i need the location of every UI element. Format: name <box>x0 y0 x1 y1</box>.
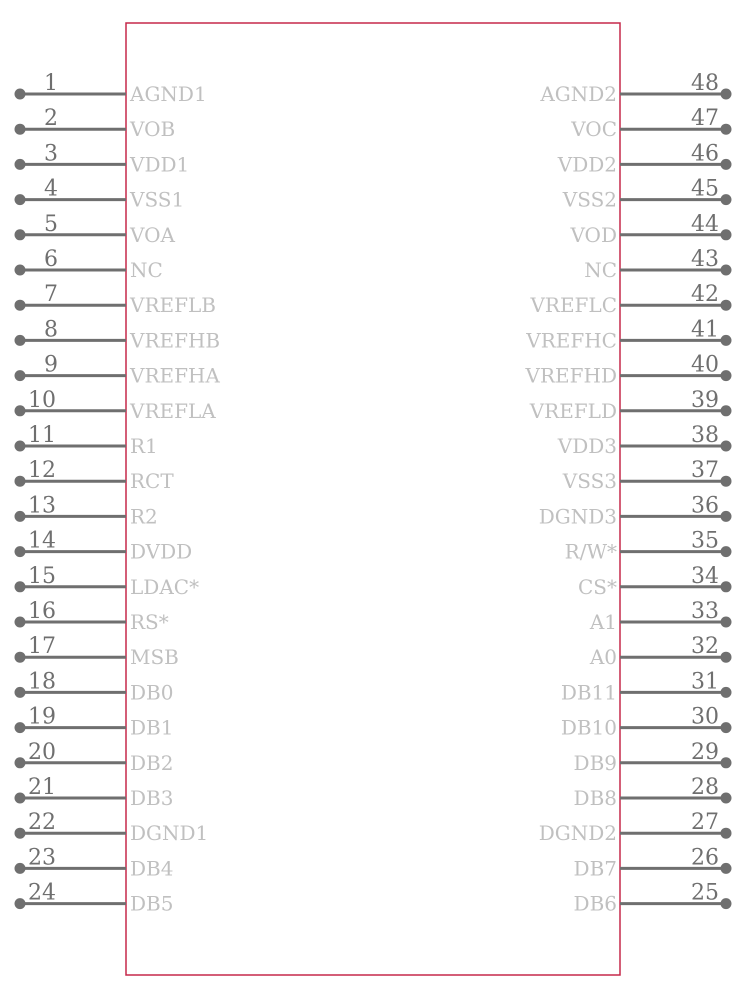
pin-name: DGND2 <box>538 821 617 846</box>
pin-7 <box>15 282 216 317</box>
pin-number: 9 <box>44 352 58 378</box>
pin-39 <box>529 388 732 423</box>
pin-name: DVDD <box>130 539 193 564</box>
pin-47 <box>570 106 731 141</box>
pin-name: VREFLA <box>130 398 216 423</box>
pin-endpoint-dot[interactable] <box>721 159 732 170</box>
pin-name: DB11 <box>560 680 617 705</box>
pin-name: DB8 <box>573 786 617 810</box>
pin-endpoint-dot[interactable] <box>721 229 732 240</box>
pin-number: 46 <box>691 141 719 167</box>
pin-1 <box>15 71 207 106</box>
pin-name: AGND1 <box>130 82 207 106</box>
pin-number: 14 <box>28 528 56 554</box>
pin-21 <box>15 775 174 810</box>
pin-name: DB7 <box>573 856 617 881</box>
pin-22 <box>15 810 209 845</box>
pin-number: 43 <box>691 247 719 272</box>
pin-endpoint-dot[interactable] <box>15 828 26 839</box>
pin-number: 47 <box>691 106 719 132</box>
pin-29 <box>574 740 732 775</box>
pin-3 <box>15 141 190 176</box>
pin-15 <box>15 564 200 599</box>
right-pin-group <box>525 71 732 916</box>
pin-name: DB10 <box>560 715 617 740</box>
pin-endpoint-dot[interactable] <box>15 546 26 557</box>
pin-name: VOD <box>570 222 617 247</box>
pin-endpoint-dot[interactable] <box>15 159 26 170</box>
pin-number: 37 <box>691 458 719 484</box>
pin-number: 34 <box>691 563 719 589</box>
pin-name: VREFHC <box>526 328 617 353</box>
pin-number: 4 <box>44 176 58 202</box>
pin-name: NC <box>130 258 163 282</box>
pin-43 <box>584 247 731 282</box>
pin-number: 17 <box>28 634 56 660</box>
pin-10 <box>15 388 217 423</box>
pin-name: RS* <box>130 610 169 634</box>
pin-number: 26 <box>691 845 719 871</box>
pin-endpoint-dot[interactable] <box>15 652 26 663</box>
pin-name: VSS3 <box>562 469 617 494</box>
pin-27 <box>539 810 732 845</box>
pin-number: 38 <box>691 423 719 448</box>
pin-16 <box>15 599 169 634</box>
pin-name: DGND3 <box>538 504 617 529</box>
pin-12 <box>15 458 175 493</box>
pin-20 <box>15 740 174 775</box>
pin-endpoint-dot[interactable] <box>721 441 732 452</box>
pin-endpoint-dot[interactable] <box>15 229 26 240</box>
pin-endpoint-dot[interactable] <box>721 793 732 804</box>
pin-endpoint-dot[interactable] <box>721 405 732 416</box>
pin-35 <box>565 529 732 564</box>
pin-number: 21 <box>28 775 56 800</box>
pin-number: 40 <box>691 352 719 378</box>
pin-endpoint-dot[interactable] <box>15 476 26 487</box>
pin-14 <box>15 529 193 564</box>
pin-number: 2 <box>44 106 58 132</box>
pin-name: VREFLC <box>530 293 617 318</box>
pin-endpoint-dot[interactable] <box>15 335 26 346</box>
pin-endpoint-dot[interactable] <box>15 124 26 135</box>
pin-number: 15 <box>28 563 56 589</box>
pin-endpoint-dot[interactable] <box>721 863 732 874</box>
pin-endpoint-dot[interactable] <box>721 300 732 311</box>
pin-endpoint-dot[interactable] <box>15 581 26 592</box>
pin-endpoint-dot[interactable] <box>15 265 26 276</box>
pin-number: 10 <box>28 387 56 413</box>
pin-28 <box>574 775 732 810</box>
pin-2 <box>15 106 176 141</box>
pin-number: 35 <box>691 528 719 554</box>
pin-endpoint-dot[interactable] <box>15 757 26 768</box>
pin-endpoint-dot[interactable] <box>721 476 732 487</box>
pin-number: 42 <box>691 282 719 308</box>
pin-number: 48 <box>691 71 719 96</box>
pin-4 <box>15 177 185 212</box>
pin-40 <box>525 353 732 388</box>
pin-endpoint-dot[interactable] <box>15 793 26 804</box>
pin-30 <box>561 705 732 740</box>
pin-number: 27 <box>691 810 719 836</box>
pin-endpoint-dot[interactable] <box>721 194 732 205</box>
pin-endpoint-dot[interactable] <box>15 898 26 909</box>
pin-number: 12 <box>28 458 56 484</box>
pin-number: 19 <box>28 704 56 730</box>
pin-name: VDD2 <box>557 152 617 177</box>
pin-number: 20 <box>28 739 56 765</box>
pin-name: VDD3 <box>557 434 617 458</box>
pin-name: DB1 <box>130 715 174 740</box>
pin-endpoint-dot[interactable] <box>721 898 732 909</box>
pin-endpoint-dot[interactable] <box>15 300 26 311</box>
pin-number: 18 <box>28 669 56 695</box>
pin-endpoint-dot[interactable] <box>721 757 732 768</box>
pin-number: 23 <box>28 845 56 871</box>
pin-endpoint-dot[interactable] <box>721 617 732 628</box>
pin-endpoint-dot[interactable] <box>15 89 26 100</box>
pin-endpoint-dot[interactable] <box>721 335 732 346</box>
pin-endpoint-dot[interactable] <box>15 370 26 381</box>
pin-37 <box>562 458 732 493</box>
pin-name: VREFHB <box>130 328 221 353</box>
pin-23 <box>15 845 174 880</box>
pin-46 <box>557 141 732 176</box>
pin-number: 25 <box>691 880 719 906</box>
pin-33 <box>589 599 732 634</box>
pin-9 <box>15 353 221 388</box>
pin-name: DB3 <box>130 786 174 810</box>
pin-24 <box>15 881 174 916</box>
pin-endpoint-dot[interactable] <box>721 652 732 663</box>
pin-name: DB4 <box>130 856 174 881</box>
pin-endpoint-dot[interactable] <box>721 687 732 698</box>
pin-19 <box>15 705 174 740</box>
pin-18 <box>15 669 174 704</box>
pin-number: 16 <box>28 599 56 624</box>
pin-name: R1 <box>130 434 158 458</box>
pin-6 <box>15 247 163 282</box>
pin-endpoint-dot[interactable] <box>15 441 26 452</box>
pin-endpoint-dot[interactable] <box>721 581 732 592</box>
pin-endpoint-dot[interactable] <box>721 124 732 135</box>
pin-42 <box>529 282 731 317</box>
pin-endpoint-dot[interactable] <box>15 511 26 522</box>
pin-endpoint-dot[interactable] <box>721 511 732 522</box>
pin-45 <box>562 177 732 212</box>
pin-name: R/W* <box>564 539 617 564</box>
pin-name: DB0 <box>130 680 174 705</box>
pin-31 <box>561 669 732 704</box>
pin-number: 28 <box>691 775 719 800</box>
pin-name: VSS2 <box>562 187 617 212</box>
pin-17 <box>15 634 179 669</box>
pin-number: 13 <box>28 493 56 519</box>
pin-name: A1 <box>589 610 617 634</box>
pin-name: VREFHD <box>525 363 617 388</box>
pin-number: 32 <box>691 634 719 660</box>
pin-number: 44 <box>691 211 719 237</box>
pin-endpoint-dot[interactable] <box>721 546 732 557</box>
pin-name: DB2 <box>130 750 174 775</box>
left-pin-group <box>15 71 221 916</box>
pin-number: 30 <box>691 704 719 730</box>
pin-32 <box>589 634 732 669</box>
pin-endpoint-dot[interactable] <box>721 89 732 100</box>
pin-number: 7 <box>44 282 58 308</box>
pin-number: 45 <box>691 176 719 202</box>
pin-number: 11 <box>28 423 56 448</box>
pin-44 <box>569 212 731 247</box>
pin-name: AGND2 <box>540 82 617 106</box>
pin-number: 41 <box>691 317 719 343</box>
pin-endpoint-dot[interactable] <box>15 722 26 733</box>
pin-8 <box>15 317 221 352</box>
pin-48 <box>539 71 731 106</box>
pin-number: 31 <box>691 669 719 695</box>
pin-name: VOC <box>571 117 617 142</box>
pin-number: 39 <box>691 387 719 413</box>
pin-number: 29 <box>691 739 719 765</box>
pin-endpoint-dot[interactable] <box>721 828 732 839</box>
pin-number: 33 <box>691 599 719 624</box>
pin-41 <box>525 317 731 352</box>
pin-endpoint-dot[interactable] <box>15 617 26 628</box>
pin-number: 1 <box>44 71 58 96</box>
pin-name: VDD1 <box>130 152 190 177</box>
pin-13 <box>15 493 158 528</box>
pin-name: RCT <box>130 469 174 494</box>
pin-endpoint-dot[interactable] <box>15 405 26 416</box>
pin-number: 6 <box>44 247 58 272</box>
pin-number: 24 <box>28 880 56 906</box>
pin-name: DB5 <box>130 891 174 916</box>
pin-38 <box>557 423 732 458</box>
pin-name: CS* <box>577 574 617 599</box>
pin-11 <box>15 423 158 458</box>
pin-25 <box>574 881 732 916</box>
pin-name: R2 <box>130 504 158 529</box>
pin-34 <box>578 564 732 599</box>
pin-36 <box>539 493 732 528</box>
pin-endpoint-dot[interactable] <box>15 194 26 205</box>
pin-name: VOB <box>130 117 176 142</box>
pin-endpoint-dot[interactable] <box>15 863 26 874</box>
pin-name: VOA <box>130 222 175 247</box>
pin-endpoint-dot[interactable] <box>721 722 732 733</box>
pin-name: A0 <box>589 645 617 670</box>
pin-name: VREFHA <box>130 363 220 388</box>
pin-endpoint-dot[interactable] <box>721 370 732 381</box>
pin-name: VSS1 <box>130 187 185 212</box>
pin-name: DGND1 <box>130 821 209 846</box>
pin-5 <box>15 212 176 247</box>
pin-number: 36 <box>691 493 719 519</box>
pin-number: 22 <box>28 810 56 836</box>
pin-name: VREFLD <box>529 398 617 423</box>
pin-name: DB9 <box>573 750 617 775</box>
pin-endpoint-dot[interactable] <box>15 687 26 698</box>
pin-number: 3 <box>44 141 58 167</box>
pin-name: MSB <box>130 645 179 670</box>
pin-name: NC <box>584 258 617 282</box>
pin-number: 8 <box>44 317 58 343</box>
pin-name: LDAC* <box>130 574 200 599</box>
pin-26 <box>574 845 732 880</box>
pin-name: VREFLB <box>130 293 216 318</box>
pin-endpoint-dot[interactable] <box>721 265 732 276</box>
pin-name: DB6 <box>573 891 617 916</box>
pin-number: 5 <box>44 211 58 237</box>
